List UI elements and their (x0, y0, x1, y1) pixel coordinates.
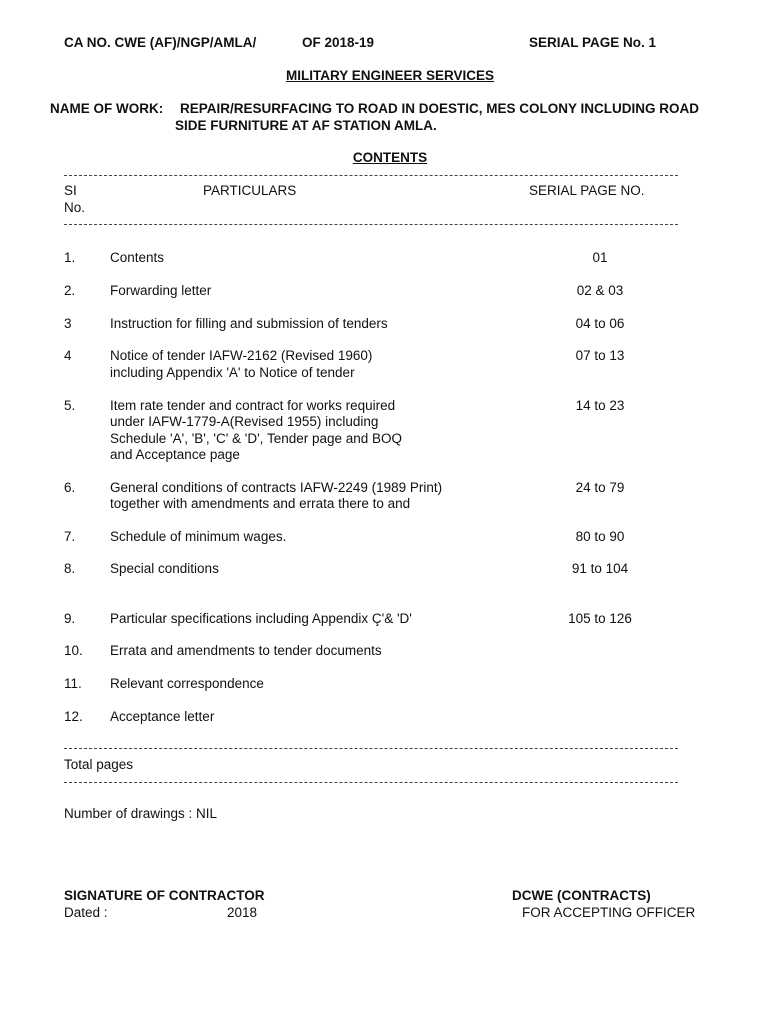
row-page-range: 14 to 23 (575, 398, 625, 413)
row-number: 8. (64, 561, 76, 576)
row-particular-continued: including Appendix 'A' to Notice of tender (110, 365, 355, 380)
row-particular: Instruction for filling and submission of tenders (110, 316, 388, 331)
divider-line (64, 782, 678, 783)
row-page-range: 91 to 104 (571, 561, 629, 576)
row-number: 10. (64, 643, 83, 658)
row-particular-continued: together with amendments and errata there to and (110, 496, 411, 511)
for-accepting-officer: FOR ACCEPTING OFFICER (522, 905, 696, 920)
name-of-work-label: NAME OF WORK: (50, 101, 164, 116)
row-particular-continued: Schedule 'A', 'B', 'C' & 'D', Tender page and BOQ (110, 431, 403, 446)
row-page-range: 80 to 90 (575, 529, 625, 544)
name-of-work-line-2: SIDE FURNITURE AT AF STATION AMLA. (175, 118, 437, 133)
row-number: 7. (64, 529, 76, 544)
row-number: 3 (64, 316, 72, 331)
contents-title: CONTENTS (352, 150, 428, 165)
row-particular: Contents (110, 250, 165, 265)
total-pages-label: Total pages (64, 757, 134, 772)
row-particular-continued: and Acceptance page (110, 447, 240, 462)
row-particular: Schedule of minimum wages. (110, 529, 287, 544)
row-number: 1. (64, 250, 76, 265)
row-particular: Special conditions (110, 561, 219, 576)
financial-year: OF 2018-19 (302, 35, 375, 50)
row-particular: Relevant correspondence (110, 676, 264, 691)
row-particular: Acceptance letter (110, 709, 215, 724)
column-header-sl: SI (64, 183, 77, 198)
number-of-drawings: Number of drawings : NIL (64, 806, 218, 821)
divider-line (64, 175, 678, 176)
row-number: 5. (64, 398, 76, 413)
row-number: 2. (64, 283, 76, 298)
row-particular: Errata and amendments to tender documents (110, 643, 382, 658)
row-particular: Notice of tender IAFW-2162 (Revised 1960) (110, 348, 373, 363)
row-particular-continued: under IAFW-1779-A(Revised 1955) including (110, 414, 379, 429)
column-header-particulars: PARTICULARS (203, 183, 297, 198)
row-particular: Item rate tender and contract for works required (110, 398, 396, 413)
row-page-range: 105 to 126 (568, 611, 632, 626)
row-page-range: 07 to 13 (575, 348, 625, 363)
row-number: 9. (64, 611, 76, 626)
row-page-range: 04 to 06 (575, 316, 625, 331)
signature-of-contractor: SIGNATURE OF CONTRACTOR (64, 888, 265, 903)
row-page-range: 24 to 79 (575, 480, 625, 495)
row-number: 6. (64, 480, 76, 495)
name-of-work-line-1: REPAIR/RESURFACING TO ROAD IN DOESTIC, MES COLONY INCLUDING ROAD (180, 101, 700, 116)
row-number: 11. (64, 676, 82, 691)
dated-label: Dated : (64, 905, 108, 920)
row-page-range: 01 (592, 250, 608, 265)
organization-title: MILITARY ENGINEER SERVICES (285, 68, 495, 83)
row-number: 4 (64, 348, 72, 363)
divider-line (64, 748, 678, 749)
serial-page-number: SERIAL PAGE No. 1 (529, 35, 657, 50)
dated-year: 2018 (227, 905, 258, 920)
row-page-range: 02 & 03 (576, 283, 624, 298)
ca-number: CA NO. CWE (AF)/NGP/AMLA/ (64, 35, 257, 50)
column-header-sl-no: No. (64, 200, 86, 215)
row-particular: Particular specifications including Appendix Ç'& 'D' (110, 611, 412, 626)
row-number: 12. (64, 709, 83, 724)
row-particular: Forwarding letter (110, 283, 212, 298)
divider-line (64, 224, 678, 225)
dcwe-contracts: DCWE (CONTRACTS) (512, 888, 651, 903)
column-header-serial-page: SERIAL PAGE NO. (529, 183, 645, 198)
row-particular: General conditions of contracts IAFW-2249 (1989 Print) (110, 480, 443, 495)
